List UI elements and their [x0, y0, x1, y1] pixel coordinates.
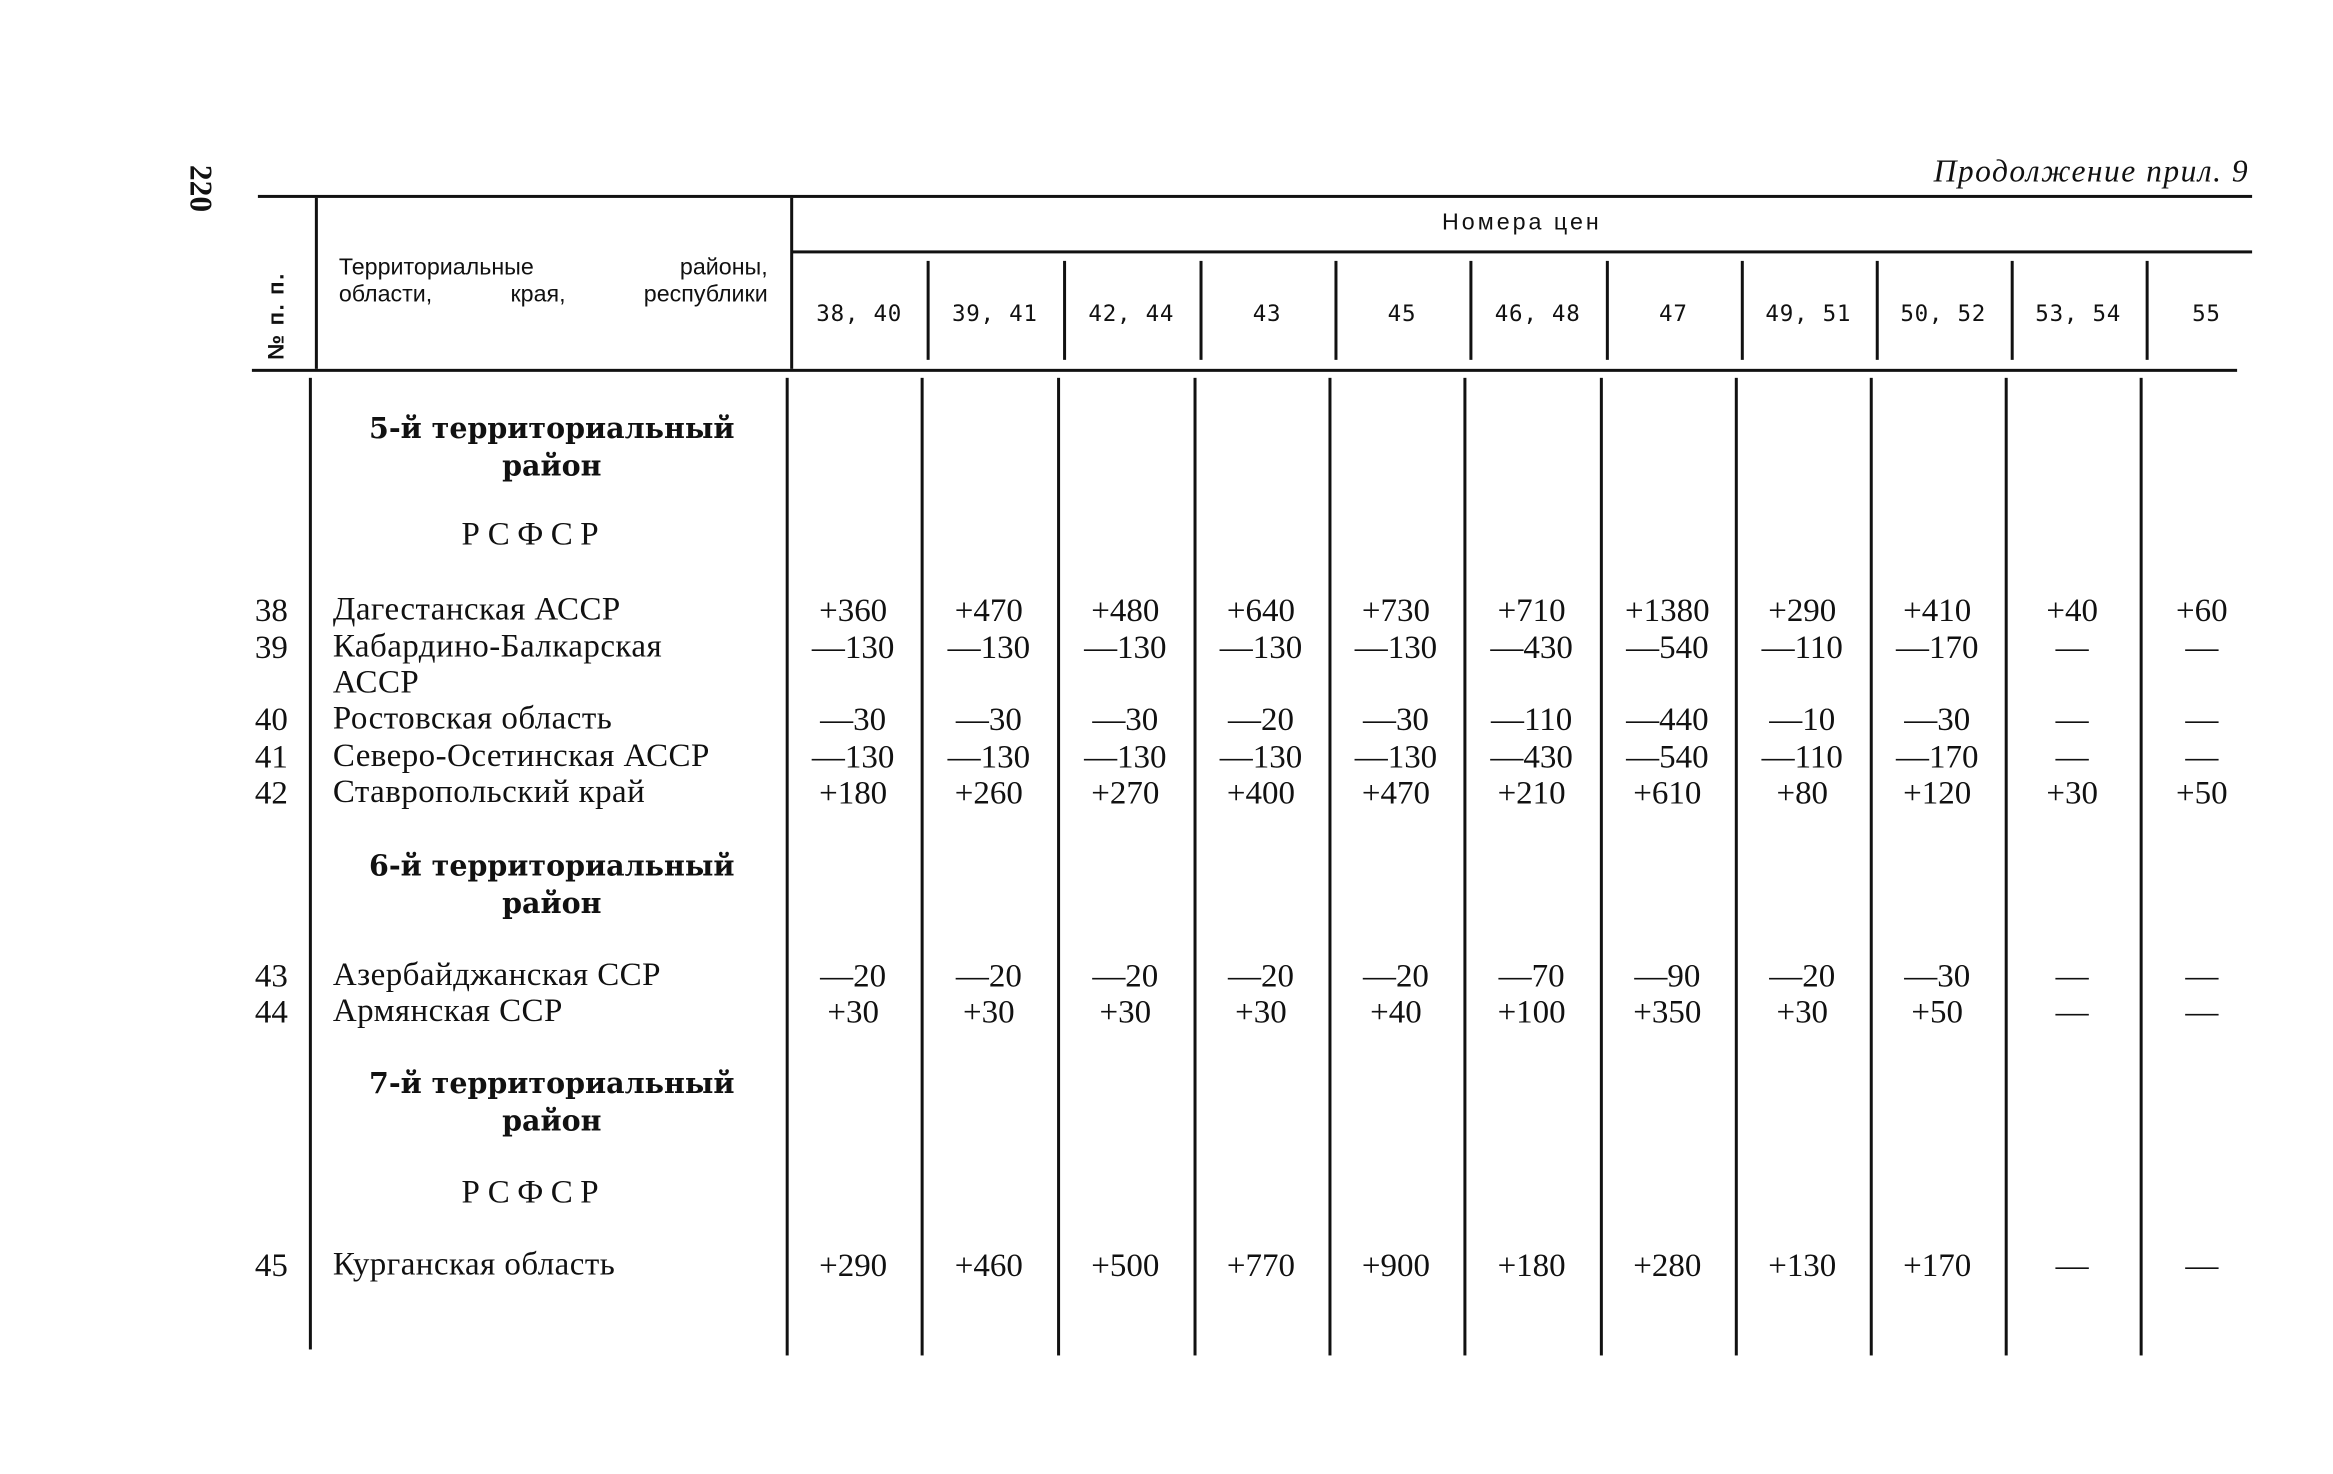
republic-heading: РСФСР — [461, 1172, 607, 1211]
price-value-cell: +120 — [1903, 773, 1972, 812]
price-value-cell: +900 — [1361, 1246, 1430, 1284]
price-value-cell: +770 — [1226, 1246, 1296, 1284]
price-value-cell: +280 — [1633, 1246, 1702, 1284]
price-value-cell: —20 — [1362, 956, 1429, 995]
price-value-cell: +290 — [819, 1246, 888, 1284]
price-value-cell: +30 — [1099, 992, 1152, 1031]
price-value-cell: —110 — [1491, 700, 1573, 738]
price-value-cell: +500 — [1091, 1246, 1160, 1284]
price-value-cell: —130 — [1354, 737, 1438, 776]
price-value-cell: +80 — [1776, 773, 1829, 812]
header-column-divider — [1469, 261, 1471, 360]
price-value-cell: +30 — [963, 992, 1015, 1031]
price-value-cell: +270 — [1091, 773, 1160, 812]
price-value-cell: +170 — [1903, 1246, 1972, 1284]
price-value-cell: —10 — [1769, 700, 1836, 738]
header-column-divider — [2011, 261, 2013, 360]
region-name-line: Северо-Осетинская АССР — [332, 736, 710, 774]
prices-header-rule — [792, 250, 2252, 252]
price-column-header: 49, 51 — [1765, 299, 1852, 327]
price-value-cell: —20 — [820, 956, 887, 995]
price-column-header: 43 — [1252, 299, 1282, 327]
price-value-cell: —130 — [1084, 628, 1167, 666]
price-value-cell: +50 — [2176, 773, 2228, 812]
price-column-header: 47 — [1659, 299, 1688, 327]
price-value-cell: —440 — [1626, 700, 1709, 738]
region-name-line: АССР — [332, 662, 420, 701]
price-value-cell: +30 — [2046, 773, 2098, 812]
price-value-cell: —90 — [1634, 956, 1701, 995]
price-value-cell: +100 — [1497, 992, 1566, 1031]
price-value-cell: +40 — [2046, 590, 2098, 629]
price-value-cell: — — [2185, 956, 2219, 995]
body-column-divider — [1735, 378, 1737, 1356]
price-value-cell: +400 — [1226, 773, 1296, 812]
section-title — [327, 411, 777, 486]
price-value-cell: — — [2185, 992, 2219, 1031]
price-value-cell: —130 — [811, 628, 895, 666]
price-column-header: 55 — [2192, 299, 2221, 327]
header-column-divider — [1741, 261, 1743, 360]
section-title — [327, 1066, 777, 1141]
price-value-cell: —130 — [1084, 737, 1167, 776]
price-value-cell: +640 — [1226, 590, 1296, 629]
price-column-header: 46, 48 — [1494, 299, 1581, 327]
price-value-cell: —30 — [955, 700, 1022, 738]
price-value-cell: +1380 — [1625, 590, 1710, 629]
price-value-cell: +180 — [1497, 1246, 1566, 1284]
price-value-cell: +470 — [954, 590, 1023, 629]
region-name-line: Ростовская область — [332, 698, 613, 737]
row-number-header: № п. п. — [263, 272, 290, 360]
price-value-cell: —20 — [1092, 956, 1159, 995]
price-value-cell: +30 — [1235, 992, 1287, 1031]
row-number: 41 — [254, 737, 288, 776]
body-column-divider — [1328, 378, 1330, 1356]
price-value-cell: +40 — [1370, 992, 1422, 1031]
section-title-line: 7-й территориальный — [368, 1067, 735, 1101]
region-name — [333, 628, 662, 700]
table-top-rule — [258, 195, 2252, 198]
price-value-cell: —110 — [1761, 628, 1843, 666]
price-value-cell: —130 — [1354, 628, 1438, 666]
price-value-cell: —30 — [1904, 700, 1971, 738]
price-value-cell: +470 — [1361, 773, 1430, 812]
price-value-cell: —20 — [955, 956, 1022, 995]
header-column-divider — [1200, 261, 1202, 360]
price-value-cell: —540 — [1626, 628, 1709, 666]
price-value-cell: —30 — [1362, 700, 1429, 738]
region-name-line: Дагестанская АССР — [332, 589, 621, 627]
row-number: 44 — [254, 992, 288, 1031]
body-column-divider — [2140, 378, 2142, 1356]
body-column-divider — [2005, 378, 2007, 1356]
region-name-line: Ставропольский край — [332, 772, 646, 810]
price-value-cell: +290 — [1768, 590, 1837, 629]
territory-header-word: республики — [643, 281, 768, 308]
body-column-divider — [1463, 378, 1465, 1356]
price-value-cell: +730 — [1361, 590, 1430, 629]
territory-header — [339, 255, 768, 309]
price-value-cell: +610 — [1633, 773, 1702, 812]
price-value-cell: +180 — [819, 773, 888, 812]
section-title-line: район — [502, 449, 602, 483]
price-value-cell: +410 — [1903, 590, 1972, 629]
territory-header-word: Территориальные — [338, 254, 534, 281]
row-number: 42 — [254, 773, 288, 812]
price-value-cell: +50 — [1911, 992, 1964, 1031]
body-column-divider — [921, 378, 923, 1356]
continuation-label: Продолжение прил. 9 — [1933, 152, 2250, 189]
price-value-cell: —20 — [1228, 956, 1294, 995]
price-value-cell: +460 — [954, 1246, 1023, 1284]
price-value-cell: — — [2185, 700, 2219, 738]
price-value-cell: — — [2055, 956, 2089, 995]
row-number: 38 — [254, 590, 288, 629]
region-name — [333, 738, 710, 774]
price-value-cell: —130 — [1219, 737, 1303, 776]
price-value-cell: —30 — [820, 700, 887, 738]
body-column-divider — [1194, 378, 1196, 1356]
price-value-cell: —170 — [1895, 737, 1979, 776]
header-column-divider — [927, 261, 929, 360]
price-numbers-header: Номера цен — [1442, 209, 1602, 236]
price-value-cell: —540 — [1626, 737, 1709, 776]
price-value-cell: —20 — [1228, 700, 1294, 738]
price-value-cell: — — [2185, 1246, 2219, 1284]
section-title — [327, 849, 777, 924]
price-value-cell: —170 — [1895, 628, 1979, 666]
region-name — [333, 993, 563, 1029]
price-value-cell: —430 — [1490, 737, 1573, 776]
row-number: 43 — [254, 956, 288, 995]
price-value-cell: — — [2055, 992, 2089, 1031]
price-value-cell: +260 — [954, 773, 1023, 812]
price-value-cell: — — [2055, 700, 2089, 738]
region-name-line: Кабардино-Балкарская — [332, 626, 663, 665]
body-column-divider — [786, 378, 788, 1356]
header-column-divider — [1606, 261, 1608, 360]
price-value-cell: +480 — [1091, 590, 1160, 629]
region-name-line: Азербайджанская ССР — [332, 955, 661, 993]
territory-header-word: районы, — [679, 254, 768, 281]
section-title-line: 5-й территориальный — [368, 412, 735, 446]
price-value-cell: —430 — [1490, 628, 1573, 666]
price-column-header: 45 — [1387, 299, 1417, 327]
price-value-cell: — — [2185, 628, 2219, 666]
region-name — [333, 1246, 615, 1282]
section-title-line: 6-й территориальный — [368, 850, 735, 884]
header-bottom-rule — [252, 369, 2237, 372]
price-value-cell: —130 — [947, 737, 1031, 776]
price-value-cell: —30 — [1904, 956, 1971, 995]
price-column-header: 39, 41 — [951, 299, 1038, 327]
row-number: 39 — [254, 628, 288, 666]
header-divider — [315, 198, 317, 369]
territory-header-word: области, — [338, 281, 433, 308]
price-value-cell: +710 — [1497, 590, 1566, 629]
region-name-line: Армянская ССР — [332, 991, 563, 1029]
price-value-cell: —130 — [1219, 628, 1303, 666]
region-name — [333, 591, 621, 627]
region-name — [333, 774, 645, 810]
price-value-cell: +60 — [2176, 590, 2228, 629]
price-value-cell: —110 — [1761, 737, 1843, 776]
price-value-cell: +350 — [1633, 992, 1702, 1031]
body-column-divider — [1057, 378, 1059, 1356]
price-value-cell: — — [2185, 737, 2219, 776]
region-name-line: Курганская область — [332, 1244, 616, 1282]
price-value-cell: —70 — [1498, 956, 1565, 995]
region-name — [333, 700, 612, 736]
territory-header-word: края, — [510, 281, 566, 308]
price-value-cell: +30 — [1776, 992, 1829, 1031]
price-value-cell: —130 — [811, 737, 895, 776]
price-value-cell: — — [2055, 1246, 2089, 1284]
page-number: 220 — [182, 164, 219, 213]
body-column-divider — [1870, 378, 1872, 1356]
header-column-divider — [1876, 261, 1878, 360]
price-value-cell: +210 — [1497, 773, 1566, 812]
section-title-line: район — [502, 1105, 602, 1139]
price-value-cell: —20 — [1769, 956, 1836, 995]
body-column-divider — [1600, 378, 1602, 1356]
header-column-divider — [2146, 261, 2148, 360]
row-number: 40 — [254, 700, 288, 738]
region-name — [333, 957, 661, 993]
price-column-header: 53, 54 — [2035, 299, 2122, 327]
price-value-cell: — — [2055, 628, 2089, 666]
price-value-cell: +360 — [819, 590, 888, 629]
price-column-header: 42, 44 — [1088, 299, 1175, 327]
section-title-line: район — [502, 887, 602, 921]
header-column-divider — [1334, 261, 1336, 360]
price-column-header: 50, 52 — [1900, 299, 1987, 327]
header-column-divider — [1063, 261, 1065, 360]
price-value-cell: — — [2055, 737, 2089, 776]
republic-heading: РСФСР — [461, 514, 607, 552]
price-value-cell: —30 — [1092, 700, 1159, 738]
row-number: 45 — [254, 1246, 288, 1284]
price-value-cell: +130 — [1768, 1246, 1837, 1284]
price-value-cell: +30 — [827, 992, 879, 1031]
price-value-cell: —130 — [947, 628, 1031, 666]
price-column-header: 38, 40 — [816, 299, 903, 327]
